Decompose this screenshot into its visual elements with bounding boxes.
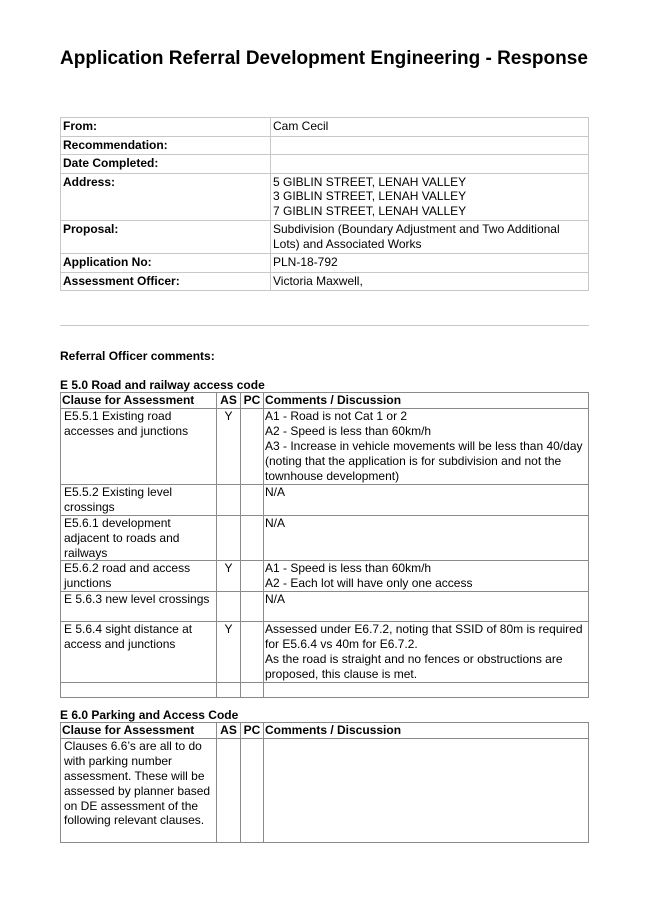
clause-cell: E 5.6.4 sight distance at access and junctions [61,622,217,683]
comments-cell [264,683,589,698]
table-row [61,484,589,515]
pc-cell [241,484,264,515]
table-row [61,515,589,561]
as-cell [217,484,241,515]
pc-cell [241,683,264,698]
comments-cell: N/A [264,484,589,515]
info-value: Cam Cecil [271,118,589,137]
as-cell [217,592,241,622]
table-row [61,561,589,592]
as-cell [217,515,241,561]
header-comments: Comments / Discussion [264,393,589,409]
section-divider [60,325,589,326]
clause-cell: E5.5.1 Existing road accesses and junctions [61,408,217,484]
header-pc: PC [241,723,264,739]
clause-cell: E5.6.2 road and access junctions [61,561,217,592]
info-label: From: [61,118,271,137]
info-row [61,136,589,155]
info-value: 5 GIBLIN STREET, LENAH VALLEY 3 GIBLIN STREET, LENAH VALLEY 7 GIBLIN STREET, LENAH VALLEY [271,173,589,221]
table-row [61,592,589,622]
info-label: Proposal: [61,221,271,254]
pc-cell [241,738,264,842]
section-e5-title: E 5.0 Road and railway access code [60,378,265,392]
header-comments: Comments / Discussion [264,723,589,739]
pc-cell [241,408,264,484]
comments-cell: N/A [264,515,589,561]
comments-cell: A1 - Road is not Cat 1 or 2 A2 - Speed is less than 60km/h A3 - Increase in vehicle movements will be less than 40/day (noting that the application is for subdivision and not the townhouse development) [264,408,589,484]
info-value: Subdivision (Boundary Adjustment and Two Additional Lots) and Associated Works [271,221,589,254]
table-row [61,738,589,842]
table-row [61,622,589,683]
pc-cell [241,592,264,622]
info-row [61,221,589,254]
info-value [271,136,589,155]
as-cell: Y [217,561,241,592]
application-info-table [60,117,589,291]
as-cell: Y [217,408,241,484]
road-access-code-table [60,392,589,698]
header-pc: PC [241,393,264,409]
clause-cell: E5.6.1 development adjacent to roads and railways [61,515,217,561]
comments-cell [264,738,589,842]
info-row [61,173,589,221]
info-label: Address: [61,173,271,221]
parking-access-code-table [60,722,589,843]
as-cell: Y [217,622,241,683]
info-label: Application No: [61,254,271,273]
section-e6-title: E 6.0 Parking and Access Code [60,708,239,722]
info-value: Victoria Maxwell, [271,272,589,291]
header-clause: Clause for Assessment [61,723,217,739]
info-value [271,155,589,174]
comments-cell: Assessed under E6.7.2, noting that SSID of 80m is required for E5.6.4 vs 40m for E6.7.2. As the road is straight and no fences or obstructions are proposed, this clause is met. [264,622,589,683]
info-row [61,155,589,174]
table-row [61,408,589,484]
clause-cell [61,683,217,698]
clause-cell: E5.5.2 Existing level crossings [61,484,217,515]
info-row [61,118,589,137]
header-as: AS [217,393,241,409]
table-header-row [61,723,589,739]
header-as: AS [217,723,241,739]
as-cell [217,738,241,842]
pc-cell [241,622,264,683]
info-row [61,272,589,291]
info-row [61,254,589,273]
info-label: Assessment Officer: [61,272,271,291]
info-label: Date Completed: [61,155,271,174]
table-header-row [61,393,589,409]
comments-cell: A1 - Speed is less than 60km/h A2 - Each lot will have only one access [264,561,589,592]
comments-heading: Referral Officer comments: [60,349,215,363]
clause-cell: E 5.6.3 new level crossings [61,592,217,622]
pc-cell [241,561,264,592]
comments-cell: N/A [264,592,589,622]
as-cell [217,683,241,698]
header-clause: Clause for Assessment [61,393,217,409]
pc-cell [241,515,264,561]
info-value: PLN-18-792 [271,254,589,273]
table-row [61,683,589,698]
info-label: Recommendation: [61,136,271,155]
document-title: Application Referral Development Engineering - Response [60,48,588,69]
clause-cell: Clauses 6.6’s are all to do with parking number assessment. These will be assessed by planner based on DE assessment of the following relevant clauses. [61,738,217,842]
